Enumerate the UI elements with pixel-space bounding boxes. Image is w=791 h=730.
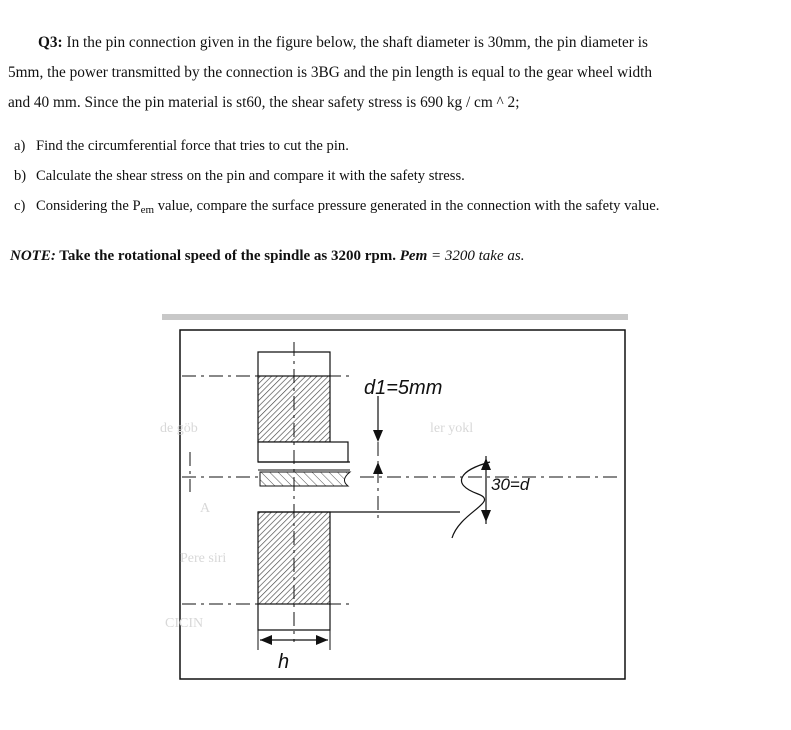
- svg-text:ler yokl: ler yokl: [430, 421, 474, 436]
- pin-connection-figure: [160, 312, 630, 684]
- question-line-1: [8, 28, 768, 58]
- pin-diameter-label: d1=5mm: [364, 377, 443, 399]
- subquestion-text: Find the circumferential force that tries to cut the pin.: [36, 138, 349, 154]
- question-line-2: 5mm, the power transmitted by the connection is 3BG and the pin length is equal to the gear wheel width: [8, 64, 653, 81]
- subquestion-marker: c): [14, 198, 26, 214]
- subquestion-c: [14, 198, 659, 215]
- subscript-em: em: [140, 204, 155, 216]
- shaft-diameter-label: 30=d: [491, 475, 530, 494]
- svg-text:CICIN: CICIN: [165, 616, 204, 631]
- subquestion-text-before: Considering the P: [36, 198, 141, 214]
- shaft-section: [260, 472, 350, 486]
- question-label: Q3:: [38, 34, 63, 51]
- figure-drawing: [160, 312, 630, 684]
- note-line: [10, 248, 524, 265]
- gear-width-label: h: [278, 651, 290, 673]
- svg-text:de göb: de göb: [160, 421, 198, 436]
- note-equals: = 3200: [427, 248, 479, 264]
- subquestion-text: Calculate the shear stress on the pin and compare it with the safety stress.: [36, 168, 465, 184]
- subquestion-marker: b): [14, 168, 27, 184]
- question-line-1-text: In the pin connection given in the figure below, the shaft diameter is 30mm, the pin diameter is: [66, 34, 648, 51]
- figure-top-bar: [162, 314, 628, 320]
- note-pem: Pem: [399, 248, 428, 264]
- subquestion-a: [14, 138, 349, 155]
- subquestion-marker: a): [14, 138, 26, 154]
- question-line-3: and 40 mm. Since the pin material is st60, the shear safety stress is 690 kg / cm ^ 2;: [8, 94, 520, 111]
- svg-text:Pere siri: Pere siri: [180, 551, 227, 566]
- note-label: NOTE:: [10, 248, 56, 264]
- svg-text:A: A: [200, 501, 211, 516]
- subquestion-b: [14, 168, 465, 185]
- pin-body: [258, 442, 348, 462]
- note-tail: take as.: [478, 248, 525, 264]
- note-text: Take the rotational speed of the spindle as 3200 rpm.: [55, 248, 400, 264]
- question-paragraph: [8, 28, 768, 118]
- subquestion-text-after: value, compare the surface pressure generated in the connection with the safety value.: [154, 198, 660, 214]
